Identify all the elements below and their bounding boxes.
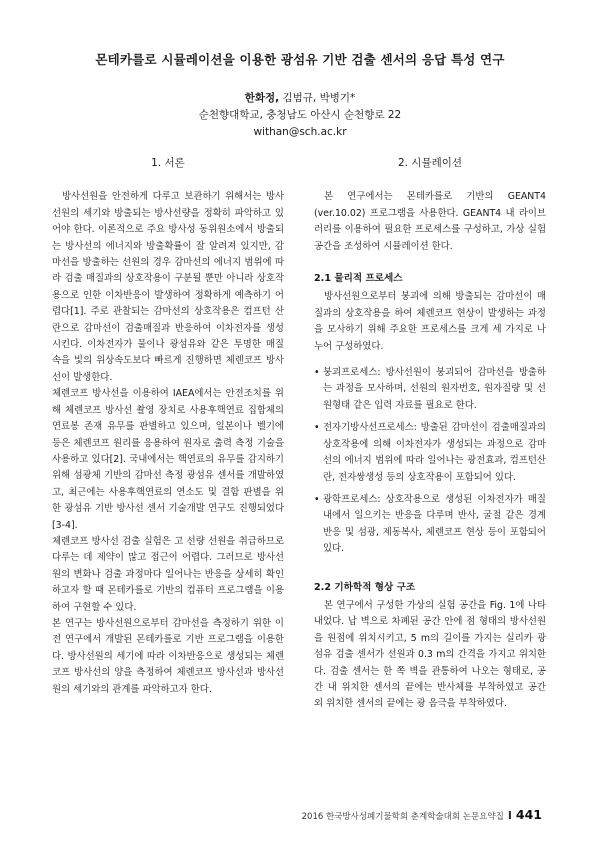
list-item: • 전자기방사선프로세스: 방출된 감마선이 검출매질과의 상호작용에 의해 이차전자가 생성되는 과정으로 감마선의 에너지 범위에 따라 일어나는 광전효과, 컴프턴산란, 전자쌍생성 등의 상호작용이 포함되어 있다. (314, 420, 546, 486)
list-item: • 광학프로세스: 상호작용으로 생성된 이차전자가 매질 내에서 일으키는 반응을 다루며 반사, 굴절 같은 경계 반응 및 섬광, 제동복사, 체렌코프 현상 등이 포함되어 있다. (314, 492, 546, 558)
simulation-intro: 본 연구에서는 몬테카를로 기반의 GEANT4 (ver.10.02) 프로그램을 사용한다. GEANT4 내 라이브러리를 이용하여 필요한 프로세스를 구성하고, 가상 실험 공간을 조성하여 시뮬레이션 한다. (314, 191, 546, 252)
page-footer (302, 807, 542, 822)
list-item: • 붕괴프로세스: 방사선원이 붕괴되어 감마선을 방출하는 과정을 모사하며, 선원의 원자번호, 원자질량 및 선원형태 같은 입력 자료를 필요로 한다. (314, 365, 546, 414)
geometry-paragraph: 본 연구에서 구성한 가상의 실험 공간을 Fig. 1에 나타내었다. 납 벽으로 차폐된 공간 안에 점 형태의 방사선원을 원점에 위치시키고, 5 m의 길이를 가지는 실리카 광섬유 검출 센서가 선원과 0.3 m의 간격을 가지고 위치한다. 검출 센서는 한 쪽 벽을 관통하여 나오는 형태로, 공간 내 위치한 센서의 끝에는 반사체를 부착하였고 공간 외 위치한 센서의 끝에는 광 음극을 부착하였다. (314, 599, 546, 710)
intro-paragraph-3: 체렌코프 방사선 검출 실험은 고 선량 선원을 취급하므로 다루는 데 제약이 많고 접근이 어렵다. 그러므로 방사선원의 변화나 검출 과정마다 일어나는 반응을 상세히 확인하고자 할 때 몬테카를로 기반의 컴퓨터 프로그램을 이용하여 구현할 수 있다. (52, 535, 284, 613)
subsection-heading-physics: 2.1 물리적 프로세스 (314, 273, 403, 285)
intro-paragraph-2: 체렌코프 방사선을 이용하여 IAEA에서는 안전조치를 위해 체렌코프 방사선 촬영 장치로 사용후핵연료 집합체의 연료봉 존재 유무를 판별하고 있으며, 일본이나 벨기에 등은 체렌코프 원리를 응용하여 원자로 출력 측정 기술을 사용하고 있다[2]. 국내에서는 핵연료의 유무를 감지하기 위해 섬광체 기반의 감마선 측정 광섬유 센서를 개발하였고, 최근에는 사용후핵연료의 연소도 및 결함 판별을 위한 광섬유 기반 방사선 센서 기술개발 연구도 진행되었다[3-4]. (52, 388, 284, 531)
section-heading-intro: 1. 서론 (151, 157, 185, 169)
intro-paragraph-1: 방사선원을 안전하게 다루고 보관하기 위해서는 방사선원의 세기와 방출되는 방사선량을 정확히 파악하고 있어야 한다. 이론적으로 주요 방사성 동위원소에서 방출되는 방사선의 에너지와 방출확률이 잘 알려져 있지만, 감마선을 방출하는 선원의 경우 감마선의 에너지 범위에 따라 검출 매질과의 상호작용이 구분될 뿐만 아니라 상호작용으로 인한 이차반응이 발생하여 정확하게 예측하기 어렵다[1]. 주로 관찰되는 감마선의 상호작용은 컴프턴 산란으로 감마선이 검출매질과 반응하여 이차전자를 생성시킨다. 이차전자가 물이나 광섬유와 같은 투명한 매질 속을 빛의 위상속도보다 빠르게 진행하면 체렌코프 방사선이 발생한다. (52, 191, 284, 383)
footer-separator: I (507, 809, 512, 822)
affiliation: 순천향대학교, 충청남도 아산시 순천향로 22 (198, 109, 402, 121)
subsection-heading-geometry: 2.2 기하학적 형상 구조 (314, 581, 416, 593)
intro-paragraph-4: 본 연구는 방사선원으로부터 감마선을 측정하기 위한 이전 연구에서 개발된 몬테카를로 기반 프로그램을 이용한다. 방사선원의 세기에 따라 이차반응으로 생성되는 체렌코프 방사선의 양을 측정하여 체렌코프 방사선과 방사선원의 세기와의 관계를 파악하고자 한다. (52, 617, 284, 695)
page-number: 441 (515, 807, 542, 822)
lead-author: 한화정, (244, 92, 280, 104)
author-email: withan@sch.ac.kr (253, 126, 347, 138)
co-authors: 김범규, 박병기* (279, 92, 356, 104)
author-block (100, 90, 500, 141)
paper-title: 몬테카를로 시뮬레이션을 이용한 광섬유 기반 검출 센서의 응답 특성 연구 (95, 52, 505, 67)
left-column (52, 155, 284, 698)
physics-intro: 방사선원으로부터 붕괴에 의해 방출되는 감마선이 매질과의 상호작용을 하여 체렌코프 현상이 발생하는 과정을 모사하기 위해 주요한 프로세스를 크게 세 가지로 나누어 구성하였다. (314, 291, 546, 352)
process-list (314, 365, 546, 557)
proceedings-name: 2016 한국방사성폐기물학회 춘계학술대회 논문요약집 (301, 812, 504, 822)
author-names (100, 90, 500, 107)
right-column (314, 155, 546, 713)
section-heading-simulation: 2. 시뮬레이션 (397, 157, 463, 169)
